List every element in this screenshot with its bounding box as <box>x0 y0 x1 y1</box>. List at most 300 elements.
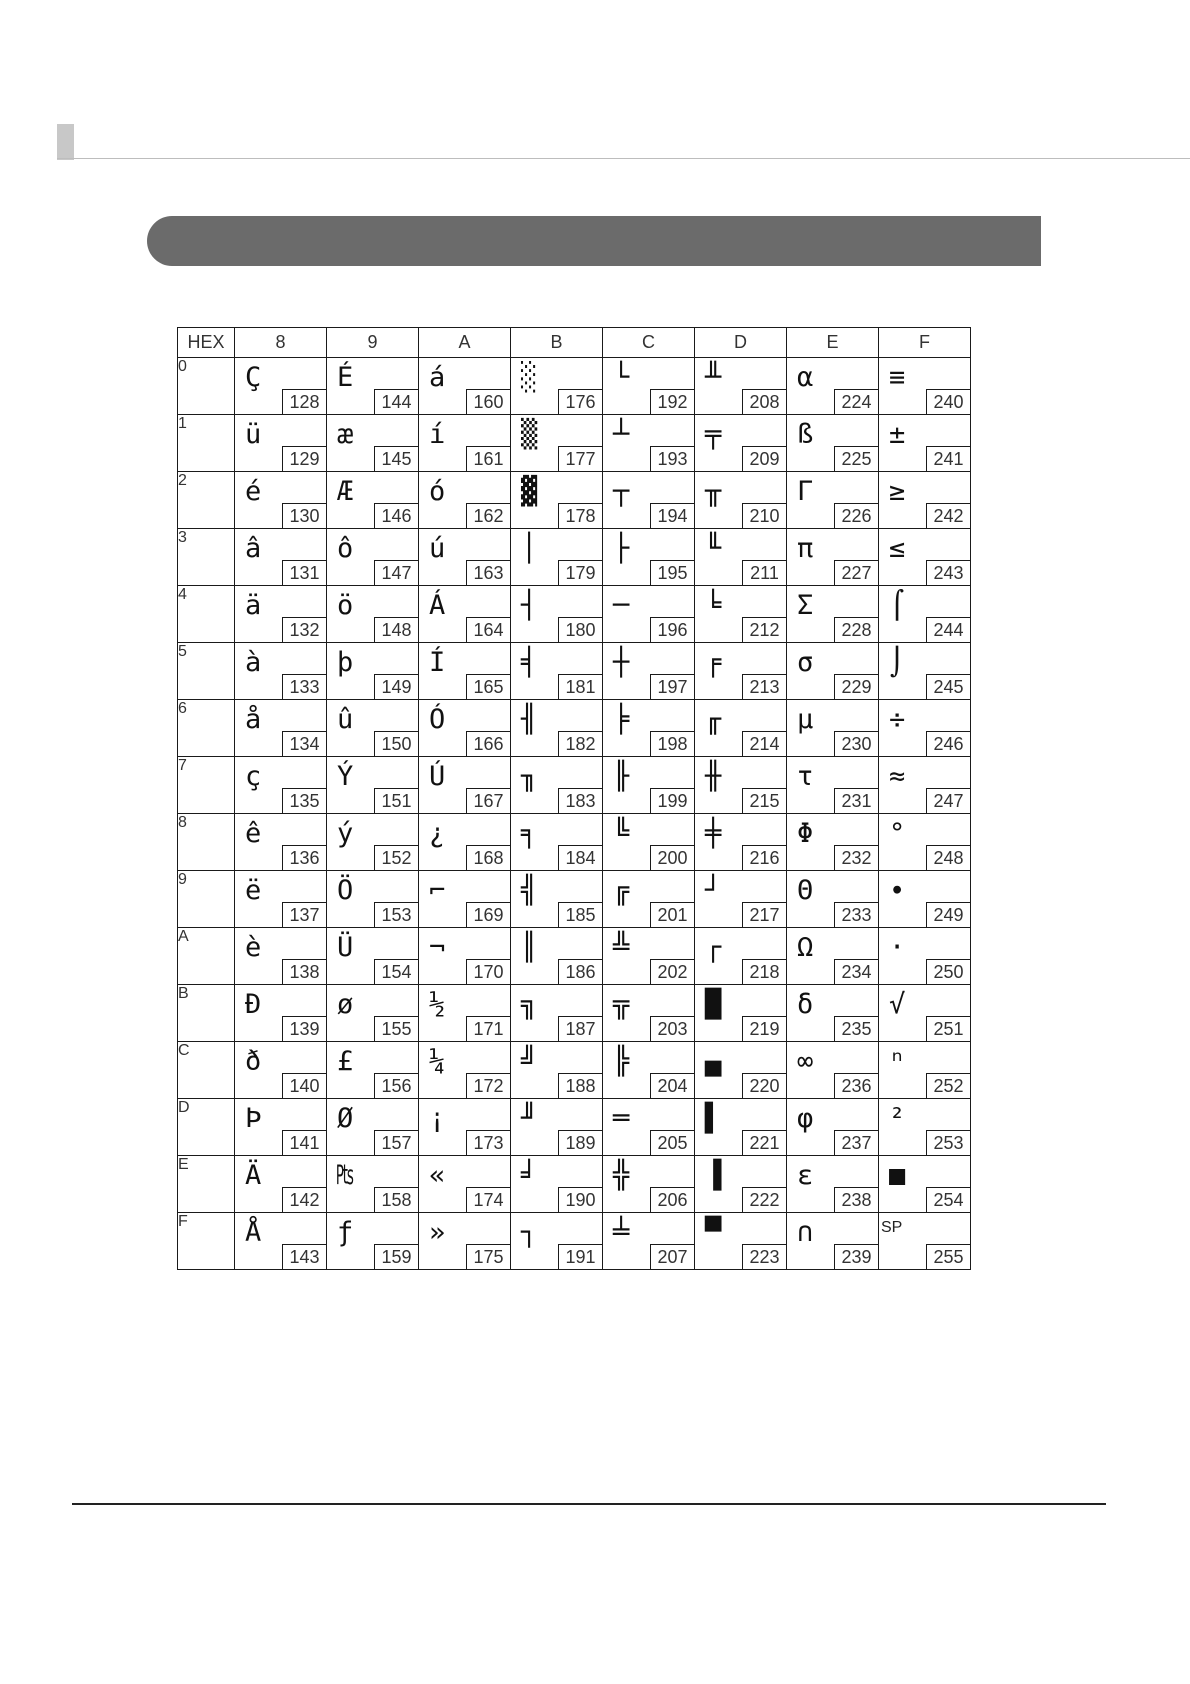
char-glyph: ╣ <box>521 875 538 906</box>
char-code: 138 <box>282 959 326 984</box>
char-cell <box>511 1099 603 1156</box>
char-cell <box>327 871 419 928</box>
char-glyph: ╫ <box>705 761 722 792</box>
char-code: 165 <box>466 674 510 699</box>
char-cell <box>511 757 603 814</box>
char-cell <box>603 814 695 871</box>
char-code: 251 <box>926 1016 970 1041</box>
char-code: 252 <box>926 1073 970 1098</box>
char-code: 189 <box>558 1130 602 1155</box>
char-glyph: Ω <box>797 932 814 963</box>
char-code: 170 <box>466 959 510 984</box>
char-glyph: í <box>429 419 446 450</box>
char-cell <box>787 985 879 1042</box>
char-cell <box>879 1213 971 1270</box>
char-code: 184 <box>558 845 602 870</box>
char-glyph: ø <box>337 989 354 1020</box>
char-glyph: ╘ <box>705 590 722 621</box>
char-code: 247 <box>926 788 970 813</box>
char-code: 224 <box>834 389 878 414</box>
char-code: 192 <box>650 389 694 414</box>
char-code: 133 <box>282 674 326 699</box>
hex-header: HEX <box>178 328 235 358</box>
char-cell <box>235 358 327 415</box>
char-glyph: Í <box>429 647 446 678</box>
char-cell <box>603 358 695 415</box>
char-code: 173 <box>466 1130 510 1155</box>
char-code: 213 <box>742 674 786 699</box>
table-row <box>178 1099 971 1156</box>
char-code: 181 <box>558 674 602 699</box>
char-code: 156 <box>374 1073 418 1098</box>
char-cell <box>603 985 695 1042</box>
char-cell <box>695 1156 787 1213</box>
char-cell <box>879 757 971 814</box>
char-glyph: ∞ <box>797 1046 814 1077</box>
char-code: 221 <box>742 1130 786 1155</box>
char-code: 210 <box>742 503 786 528</box>
char-cell <box>511 871 603 928</box>
char-cell <box>787 1213 879 1270</box>
char-code: 143 <box>282 1244 326 1269</box>
char-glyph: Θ <box>797 875 814 906</box>
char-cell <box>879 586 971 643</box>
char-cell <box>419 643 511 700</box>
char-code: 198 <box>650 731 694 756</box>
char-code: 206 <box>650 1187 694 1212</box>
table-header-row <box>178 328 971 358</box>
char-cell <box>235 415 327 472</box>
char-code: 214 <box>742 731 786 756</box>
table-row <box>178 1042 971 1099</box>
char-cell <box>695 358 787 415</box>
char-code: 175 <box>466 1244 510 1269</box>
char-glyph: ┤ <box>521 590 538 621</box>
char-cell <box>879 871 971 928</box>
char-code: 239 <box>834 1244 878 1269</box>
char-code: 234 <box>834 959 878 984</box>
char-code: 199 <box>650 788 694 813</box>
char-glyph: φ <box>797 1103 814 1134</box>
char-cell <box>235 985 327 1042</box>
char-cell <box>327 928 419 985</box>
char-glyph: ╢ <box>521 704 538 735</box>
char-code: 177 <box>558 446 602 471</box>
char-code: 151 <box>374 788 418 813</box>
char-cell <box>787 415 879 472</box>
row-header: E <box>178 1156 235 1213</box>
char-glyph: ü <box>245 419 262 450</box>
char-code: 236 <box>834 1073 878 1098</box>
char-cell <box>327 985 419 1042</box>
char-glyph: ± <box>889 419 906 450</box>
char-cell <box>511 928 603 985</box>
char-cell <box>511 1213 603 1270</box>
char-code: 204 <box>650 1073 694 1098</box>
char-cell <box>327 643 419 700</box>
table-row <box>178 985 971 1042</box>
char-glyph: ⌠ <box>889 590 906 621</box>
char-glyph: Φ <box>797 818 814 849</box>
char-cell <box>695 1099 787 1156</box>
header-rule <box>57 158 1190 159</box>
char-glyph: ╤ <box>705 419 722 450</box>
char-cell <box>419 1156 511 1213</box>
char-cell <box>327 1156 419 1213</box>
char-code: 186 <box>558 959 602 984</box>
char-glyph: ß <box>797 419 814 450</box>
char-cell <box>419 586 511 643</box>
char-code: 141 <box>282 1130 326 1155</box>
char-cell <box>879 1099 971 1156</box>
char-glyph: ô <box>337 533 354 564</box>
char-cell <box>511 472 603 529</box>
char-glyph: ¿ <box>429 818 446 849</box>
char-cell <box>787 643 879 700</box>
char-cell <box>419 472 511 529</box>
char-code: 229 <box>834 674 878 699</box>
char-code: 167 <box>466 788 510 813</box>
char-code: 211 <box>742 560 786 585</box>
char-glyph: è <box>245 932 262 963</box>
char-code: 209 <box>742 446 786 471</box>
char-glyph: æ <box>337 419 354 450</box>
char-code: 142 <box>282 1187 326 1212</box>
char-cell <box>787 871 879 928</box>
char-cell <box>327 1042 419 1099</box>
char-cell <box>787 1042 879 1099</box>
char-glyph: √ <box>889 989 906 1020</box>
char-code: 188 <box>558 1073 602 1098</box>
char-glyph: ╓ <box>705 704 722 735</box>
char-code: 249 <box>926 902 970 927</box>
char-glyph: ╟ <box>613 761 630 792</box>
row-header: 2 <box>178 472 235 529</box>
char-code: 207 <box>650 1244 694 1269</box>
char-cell <box>695 529 787 586</box>
char-cell <box>327 586 419 643</box>
char-code: 216 <box>742 845 786 870</box>
char-code: 179 <box>558 560 602 585</box>
char-glyph: ╡ <box>521 647 538 678</box>
char-code: 197 <box>650 674 694 699</box>
char-code: 159 <box>374 1244 418 1269</box>
char-code: 128 <box>282 389 326 414</box>
char-cell <box>787 529 879 586</box>
char-code: 228 <box>834 617 878 642</box>
char-glyph: ▐ <box>705 1160 722 1191</box>
table-row <box>178 472 971 529</box>
char-code: 230 <box>834 731 878 756</box>
char-glyph: │ <box>521 533 538 564</box>
char-code: 148 <box>374 617 418 642</box>
char-glyph: ┘ <box>705 875 722 906</box>
table-row <box>178 415 971 472</box>
char-code: 147 <box>374 560 418 585</box>
char-glyph: δ <box>797 989 814 1020</box>
char-glyph: ≤ <box>889 533 906 564</box>
char-glyph: ½ <box>429 989 446 1020</box>
char-code: 176 <box>558 389 602 414</box>
char-glyph: ₧ <box>337 1160 354 1191</box>
char-cell <box>511 358 603 415</box>
char-cell <box>511 814 603 871</box>
char-glyph: ╩ <box>613 932 630 963</box>
char-glyph: ┼ <box>613 647 630 678</box>
column-header: B <box>511 328 603 358</box>
char-glyph: └ <box>613 362 630 393</box>
char-code: 160 <box>466 389 510 414</box>
char-code: 136 <box>282 845 326 870</box>
char-cell <box>603 1156 695 1213</box>
char-code: 137 <box>282 902 326 927</box>
char-cell <box>235 700 327 757</box>
char-glyph: ╖ <box>521 761 538 792</box>
table-row <box>178 1213 971 1270</box>
char-code: 157 <box>374 1130 418 1155</box>
char-glyph: ý <box>337 818 354 849</box>
char-cell <box>419 1213 511 1270</box>
char-cell <box>879 814 971 871</box>
column-header: C <box>603 328 695 358</box>
char-code: 158 <box>374 1187 418 1212</box>
char-cell <box>603 871 695 928</box>
char-glyph: ╧ <box>613 1217 630 1248</box>
char-glyph: ╕ <box>521 818 538 849</box>
char-code: 253 <box>926 1130 970 1155</box>
row-header: 6 <box>178 700 235 757</box>
char-cell <box>603 700 695 757</box>
char-cell <box>235 529 327 586</box>
table-row <box>178 928 971 985</box>
row-header: 3 <box>178 529 235 586</box>
char-code: 246 <box>926 731 970 756</box>
char-code: 153 <box>374 902 418 927</box>
char-glyph: ç <box>245 761 262 792</box>
char-code: 232 <box>834 845 878 870</box>
row-header: 7 <box>178 757 235 814</box>
char-cell <box>511 529 603 586</box>
char-cell <box>695 700 787 757</box>
table-row <box>178 586 971 643</box>
char-cell <box>603 1042 695 1099</box>
char-glyph: ≈ <box>889 761 906 792</box>
char-cell <box>419 871 511 928</box>
char-code: 131 <box>282 560 326 585</box>
table-row <box>178 358 971 415</box>
char-glyph: ╛ <box>521 1160 538 1191</box>
column-header: 9 <box>327 328 419 358</box>
char-glyph: « <box>429 1160 446 1191</box>
char-code: 166 <box>466 731 510 756</box>
char-cell <box>327 358 419 415</box>
column-header: 8 <box>235 328 327 358</box>
char-glyph: ╙ <box>705 533 722 564</box>
char-cell <box>787 928 879 985</box>
char-cell <box>511 985 603 1042</box>
row-header: 1 <box>178 415 235 472</box>
char-glyph: π <box>797 533 814 564</box>
char-code: 150 <box>374 731 418 756</box>
char-glyph: ä <box>245 590 262 621</box>
char-cell <box>419 700 511 757</box>
char-glyph: à <box>245 647 262 678</box>
char-cell <box>419 529 511 586</box>
char-code: 180 <box>558 617 602 642</box>
row-header: C <box>178 1042 235 1099</box>
char-glyph: á <box>429 362 446 393</box>
char-code: 245 <box>926 674 970 699</box>
char-cell <box>787 586 879 643</box>
char-glyph: ⁿ <box>889 1046 906 1077</box>
char-glyph: ╞ <box>613 704 630 735</box>
char-glyph: Å <box>245 1217 262 1248</box>
char-glyph: ð <box>245 1046 262 1077</box>
char-cell <box>235 757 327 814</box>
char-cell <box>787 814 879 871</box>
char-cell <box>879 985 971 1042</box>
table-row <box>178 814 971 871</box>
table-row <box>178 700 971 757</box>
char-glyph: ╔ <box>613 875 630 906</box>
char-cell <box>603 643 695 700</box>
char-glyph: █ <box>705 989 722 1020</box>
char-cell <box>511 1156 603 1213</box>
char-cell <box>879 529 971 586</box>
char-code: 171 <box>466 1016 510 1041</box>
char-cell <box>695 1042 787 1099</box>
char-cell <box>235 871 327 928</box>
char-code: 248 <box>926 845 970 870</box>
section-title-bar <box>147 216 1041 266</box>
table-row <box>178 871 971 928</box>
char-code: 235 <box>834 1016 878 1041</box>
table-row <box>178 1156 971 1213</box>
char-cell <box>327 1099 419 1156</box>
char-cell <box>419 415 511 472</box>
row-header: F <box>178 1213 235 1270</box>
char-glyph: ≥ <box>889 476 906 507</box>
char-code: 174 <box>466 1187 510 1212</box>
char-glyph: ¼ <box>429 1046 446 1077</box>
char-cell <box>695 1213 787 1270</box>
row-header: 8 <box>178 814 235 871</box>
char-glyph: ≡ <box>889 362 906 393</box>
char-cell <box>419 358 511 415</box>
char-code: 169 <box>466 902 510 927</box>
char-cell <box>419 1099 511 1156</box>
char-glyph: ╥ <box>705 476 722 507</box>
char-code: 240 <box>926 389 970 414</box>
char-glyph: ú <box>429 533 446 564</box>
char-code: 220 <box>742 1073 786 1098</box>
row-header: 5 <box>178 643 235 700</box>
char-cell <box>695 757 787 814</box>
char-code: 132 <box>282 617 326 642</box>
char-code: 178 <box>558 503 602 528</box>
char-cell <box>419 814 511 871</box>
char-glyph: Ð <box>245 989 262 1020</box>
char-code: 191 <box>558 1244 602 1269</box>
char-cell <box>603 1099 695 1156</box>
char-glyph: ┐ <box>521 1217 538 1248</box>
char-code: 244 <box>926 617 970 642</box>
char-cell <box>235 928 327 985</box>
char-code: 139 <box>282 1016 326 1041</box>
char-glyph: » <box>429 1217 446 1248</box>
char-code: 155 <box>374 1016 418 1041</box>
char-cell <box>787 700 879 757</box>
char-code: 238 <box>834 1187 878 1212</box>
char-glyph: £ <box>337 1046 354 1077</box>
char-glyph: ┴ <box>613 419 630 450</box>
char-glyph: Γ <box>797 476 814 507</box>
char-glyph: SP <box>881 1219 903 1236</box>
char-cell <box>695 472 787 529</box>
char-glyph: Σ <box>797 590 814 621</box>
char-code: 201 <box>650 902 694 927</box>
char-glyph: ░ <box>521 362 538 393</box>
char-cell <box>879 1042 971 1099</box>
char-glyph: τ <box>797 761 814 792</box>
char-glyph: ▒ <box>521 419 538 450</box>
char-glyph: Ä <box>245 1160 262 1191</box>
char-code: 217 <box>742 902 786 927</box>
char-cell <box>879 928 971 985</box>
char-code: 193 <box>650 446 694 471</box>
column-header: E <box>787 328 879 358</box>
char-code: 218 <box>742 959 786 984</box>
char-cell <box>603 586 695 643</box>
char-code: 215 <box>742 788 786 813</box>
char-cell <box>327 472 419 529</box>
char-glyph: ▀ <box>705 1217 722 1248</box>
char-glyph: Á <box>429 590 446 621</box>
char-code: 243 <box>926 560 970 585</box>
char-glyph: ╪ <box>705 818 722 849</box>
char-code: 196 <box>650 617 694 642</box>
char-glyph: Ý <box>337 761 354 792</box>
char-code: 237 <box>834 1130 878 1155</box>
char-glyph: ╜ <box>521 1103 538 1134</box>
char-glyph: µ <box>797 704 814 735</box>
char-cell <box>419 928 511 985</box>
row-header: D <box>178 1099 235 1156</box>
char-code: 144 <box>374 389 418 414</box>
char-code: 168 <box>466 845 510 870</box>
char-code: 250 <box>926 959 970 984</box>
char-cell <box>327 1213 419 1270</box>
char-cell <box>787 1099 879 1156</box>
char-cell <box>235 643 327 700</box>
char-code: 225 <box>834 446 878 471</box>
char-glyph: û <box>337 704 354 735</box>
char-glyph: ╗ <box>521 989 538 1020</box>
char-glyph: · <box>889 932 906 963</box>
char-cell <box>603 529 695 586</box>
char-glyph: ë <box>245 875 262 906</box>
char-glyph: ╝ <box>521 1046 538 1077</box>
column-header: F <box>879 328 971 358</box>
char-glyph: Ö <box>337 875 354 906</box>
char-code: 172 <box>466 1073 510 1098</box>
char-code: 161 <box>466 446 510 471</box>
char-glyph: ÷ <box>889 704 906 735</box>
table-row <box>178 529 971 586</box>
footer-rule <box>72 1503 1106 1505</box>
char-cell <box>419 757 511 814</box>
char-code: 241 <box>926 446 970 471</box>
